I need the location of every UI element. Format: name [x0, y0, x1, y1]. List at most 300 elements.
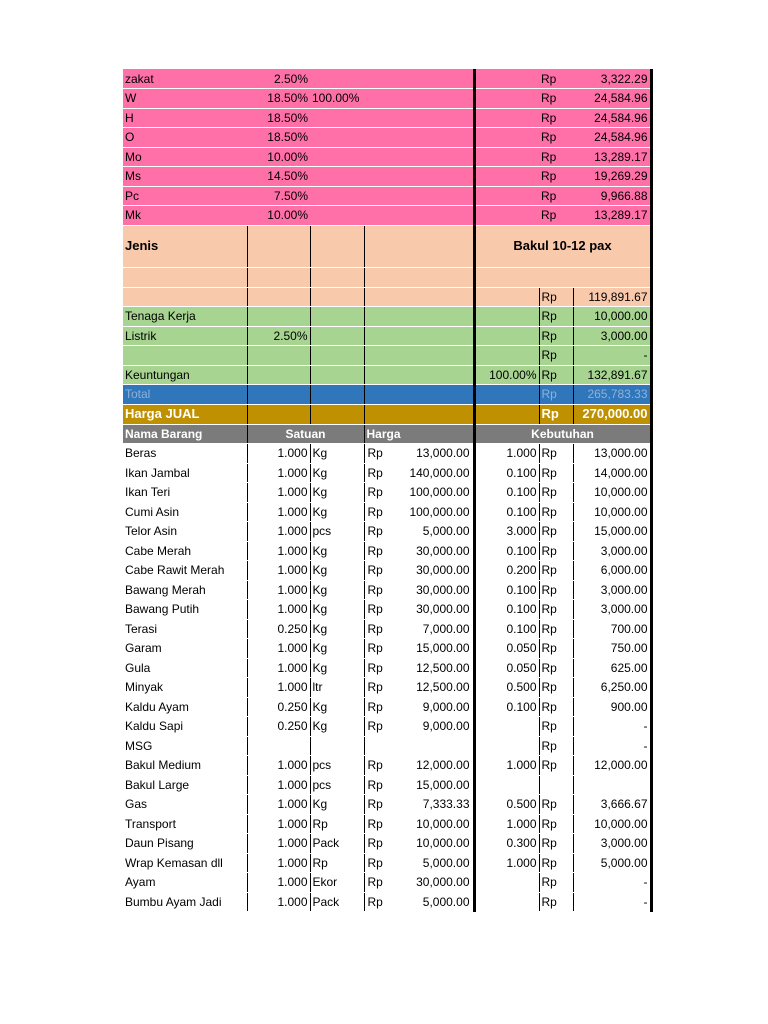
- item-need-cell[interactable]: [474, 717, 539, 737]
- item-need-cell[interactable]: 1.000: [474, 444, 539, 464]
- item-cost-cell[interactable]: 6,000.00: [573, 561, 651, 581]
- item-cost-rp-cell[interactable]: Rp: [539, 502, 573, 522]
- item-qty-cell[interactable]: 1.000: [247, 502, 310, 522]
- percent-label-cell[interactable]: O: [123, 128, 247, 148]
- item-unit-cell[interactable]: Kg: [310, 795, 364, 815]
- item-qty-cell[interactable]: 1.000: [247, 892, 310, 912]
- item-need-cell[interactable]: 1.000: [474, 814, 539, 834]
- component-blank-cell[interactable]: [364, 326, 474, 346]
- item-row: [123, 600, 651, 620]
- harga-jual-rp-cell[interactable]: Rp: [539, 404, 573, 424]
- item-name-cell[interactable]: Bakul Large: [123, 775, 247, 795]
- item-cost-cell[interactable]: 5,000.00: [573, 853, 651, 873]
- percent-rp-cell[interactable]: Rp: [539, 89, 573, 109]
- component-pct-cell[interactable]: [247, 365, 310, 385]
- item-qty-cell[interactable]: 1.000: [247, 873, 310, 893]
- item-price-rp: Rp: [367, 543, 383, 558]
- component-extra-cell[interactable]: [474, 307, 539, 327]
- peach-blank-cell[interactable]: [310, 287, 364, 307]
- item-unit-cell[interactable]: Rp: [310, 814, 364, 834]
- header-harga-cell[interactable]: Harga: [364, 424, 474, 444]
- item-cost-cell[interactable]: -: [573, 892, 651, 912]
- item-need-cell[interactable]: 0.300: [474, 834, 539, 854]
- item-unit-cell[interactable]: pcs: [310, 756, 364, 776]
- component-pct-cell[interactable]: [247, 307, 310, 327]
- item-name-cell[interactable]: Cabe Rawit Merah: [123, 561, 247, 581]
- item-cost-rp-cell[interactable]: Rp: [539, 444, 573, 464]
- item-name-cell[interactable]: Bumbu Ayam Jadi: [123, 892, 247, 912]
- component-label-cell[interactable]: Keuntungan: [123, 365, 247, 385]
- peach-blank-cell[interactable]: [123, 267, 247, 287]
- item-name-cell[interactable]: Kaldu Sapi: [123, 717, 247, 737]
- total-label-cell[interactable]: Total: [123, 385, 247, 405]
- item-cost-rp-cell[interactable]: Rp: [539, 619, 573, 639]
- item-cost-cell[interactable]: 13,000.00: [573, 444, 651, 464]
- percent-blank-cell[interactable]: [474, 108, 539, 128]
- item-unit-cell[interactable]: Kg: [310, 561, 364, 581]
- item-unit-cell[interactable]: Kg: [310, 600, 364, 620]
- component-label-cell[interactable]: [123, 346, 247, 366]
- item-cost-rp-cell[interactable]: Rp: [539, 678, 573, 698]
- item-qty-cell[interactable]: 1.000: [247, 522, 310, 542]
- item-price-cell[interactable]: [364, 892, 474, 912]
- item-price-cell[interactable]: [364, 541, 474, 561]
- item-cost-rp-cell[interactable]: Rp: [539, 873, 573, 893]
- harga-jual-amount-cell[interactable]: 270,000.00: [573, 404, 651, 424]
- item-cost-rp-cell[interactable]: Rp: [539, 541, 573, 561]
- item-qty-cell[interactable]: 0.250: [247, 619, 310, 639]
- item-need-cell[interactable]: [474, 873, 539, 893]
- item-unit-cell[interactable]: Kg: [310, 697, 364, 717]
- percent-value-cell[interactable]: 18.50%: [247, 108, 310, 128]
- item-row: [123, 873, 651, 893]
- component-extra-cell[interactable]: 100.00%: [474, 365, 539, 385]
- header-nama-cell[interactable]: Nama Barang: [123, 424, 247, 444]
- item-cost-rp-cell[interactable]: Rp: [539, 892, 573, 912]
- item-name-cell[interactable]: Terasi: [123, 619, 247, 639]
- percent-extra-cell[interactable]: 100.00%: [310, 89, 474, 109]
- percent-amount-cell[interactable]: 19,269.29: [573, 167, 651, 187]
- item-need-cell[interactable]: 3.000: [474, 522, 539, 542]
- percent-extra-cell[interactable]: [310, 167, 474, 187]
- item-need-cell[interactable]: 0.100: [474, 619, 539, 639]
- item-cost-rp-cell[interactable]: Rp: [539, 522, 573, 542]
- component-label-cell[interactable]: Listrik: [123, 326, 247, 346]
- item-row: [123, 717, 651, 737]
- item-need-cell[interactable]: 0.100: [474, 502, 539, 522]
- component-blank-cell[interactable]: [364, 365, 474, 385]
- item-need-cell[interactable]: [474, 892, 539, 912]
- item-qty-cell[interactable]: 1.000: [247, 853, 310, 873]
- item-name-cell[interactable]: Ayam: [123, 873, 247, 893]
- component-rp-cell[interactable]: Rp: [539, 346, 573, 366]
- item-row: [123, 639, 651, 659]
- item-unit-cell[interactable]: Kg: [310, 580, 364, 600]
- item-need-cell[interactable]: 0.050: [474, 639, 539, 659]
- item-cost-cell[interactable]: 900.00: [573, 697, 651, 717]
- item-price-cell[interactable]: [364, 658, 474, 678]
- component-blank-cell[interactable]: [310, 307, 364, 327]
- peach-blank-cell[interactable]: [247, 267, 310, 287]
- component-blank-cell[interactable]: [364, 346, 474, 366]
- component-blank-cell[interactable]: [310, 365, 364, 385]
- item-cost-rp-cell[interactable]: Rp: [539, 658, 573, 678]
- item-cost-rp-cell[interactable]: Rp: [539, 795, 573, 815]
- percent-extra-cell[interactable]: [310, 69, 474, 89]
- item-price-value: 7,000.00: [422, 621, 470, 636]
- peach-blank-cell[interactable]: [474, 267, 651, 287]
- item-cost-cell[interactable]: 750.00: [573, 639, 651, 659]
- item-need-cell[interactable]: 0.200: [474, 561, 539, 581]
- total-blank-cell[interactable]: [364, 385, 474, 405]
- total-blank-cell[interactable]: [474, 385, 539, 405]
- percent-amount-cell[interactable]: 24,584.96: [573, 89, 651, 109]
- item-price-cell[interactable]: [364, 873, 474, 893]
- item-price-cell[interactable]: [364, 795, 474, 815]
- percent-amount-cell[interactable]: 24,584.96: [573, 108, 651, 128]
- item-qty-cell[interactable]: [247, 736, 310, 756]
- percent-label-cell[interactable]: zakat: [123, 69, 247, 89]
- percent-row: [123, 69, 651, 89]
- total-rp-cell[interactable]: Rp: [539, 385, 573, 405]
- item-unit-cell[interactable]: Pack: [310, 834, 364, 854]
- item-unit-cell[interactable]: pcs: [310, 775, 364, 795]
- item-price-cell[interactable]: [364, 463, 474, 483]
- percent-rp-cell[interactable]: Rp: [539, 69, 573, 89]
- item-price-cell[interactable]: [364, 697, 474, 717]
- item-cost-cell[interactable]: 700.00: [573, 619, 651, 639]
- item-need-cell[interactable]: 0.100: [474, 463, 539, 483]
- item-need-cell[interactable]: 0.100: [474, 483, 539, 503]
- item-name-cell[interactable]: Garam: [123, 639, 247, 659]
- item-name-cell[interactable]: Bawang Putih: [123, 600, 247, 620]
- component-extra-cell[interactable]: [474, 346, 539, 366]
- item-price-value: 9,000.00: [422, 699, 470, 714]
- item-need-cell[interactable]: 0.100: [474, 580, 539, 600]
- item-row: [123, 580, 651, 600]
- component-label-cell[interactable]: Tenaga Kerja: [123, 307, 247, 327]
- item-need-cell[interactable]: 0.050: [474, 658, 539, 678]
- item-name-cell[interactable]: Gas: [123, 795, 247, 815]
- item-price-cell[interactable]: [364, 561, 474, 581]
- item-cost-cell[interactable]: 3,000.00: [573, 541, 651, 561]
- item-name-cell[interactable]: Bakul Medium: [123, 756, 247, 776]
- item-unit-cell[interactable]: Kg: [310, 619, 364, 639]
- item-cost-cell[interactable]: 3,000.00: [573, 580, 651, 600]
- item-price-value: 10,000.00: [416, 816, 470, 831]
- item-price-cell[interactable]: [364, 522, 474, 542]
- item-price-cell[interactable]: [364, 853, 474, 873]
- percent-rp-cell[interactable]: Rp: [539, 167, 573, 187]
- item-cost-rp-cell[interactable]: Rp: [539, 717, 573, 737]
- item-price-rp: Rp: [367, 699, 383, 714]
- item-unit-cell[interactable]: Kg: [310, 717, 364, 737]
- peach-blank-cell[interactable]: [310, 267, 364, 287]
- item-qty-cell[interactable]: 1.000: [247, 756, 310, 776]
- item-price-cell[interactable]: [364, 580, 474, 600]
- percent-blank-cell[interactable]: [474, 89, 539, 109]
- harga-jual-blank-cell[interactable]: [364, 404, 474, 424]
- item-unit-cell[interactable]: Kg: [310, 541, 364, 561]
- item-qty-cell[interactable]: 1.000: [247, 678, 310, 698]
- item-price-value: 5,000.00: [422, 855, 470, 870]
- subtotal-rp-cell[interactable]: Rp: [539, 287, 573, 307]
- percent-amount-cell[interactable]: 13,289.17: [573, 206, 651, 226]
- percent-blank-cell[interactable]: [474, 206, 539, 226]
- item-unit-cell[interactable]: Rp: [310, 853, 364, 873]
- peach-blank-cell[interactable]: [247, 287, 310, 307]
- item-name-cell[interactable]: Gula: [123, 658, 247, 678]
- item-name-cell[interactable]: Telor Asin: [123, 522, 247, 542]
- item-qty-cell[interactable]: 1.000: [247, 444, 310, 464]
- item-cost-cell[interactable]: 14,000.00: [573, 463, 651, 483]
- item-cost-cell[interactable]: 625.00: [573, 658, 651, 678]
- percent-value-cell[interactable]: 14.50%: [247, 167, 310, 187]
- item-name-cell[interactable]: Transport: [123, 814, 247, 834]
- percent-value-cell[interactable]: 7.50%: [247, 186, 310, 206]
- percent-label-cell[interactable]: Mk: [123, 206, 247, 226]
- component-blank-cell[interactable]: [310, 346, 364, 366]
- item-cost-cell[interactable]: 6,250.00: [573, 678, 651, 698]
- percent-label-cell[interactable]: Ms: [123, 167, 247, 187]
- item-price-cell[interactable]: [364, 678, 474, 698]
- item-cost-rp-cell[interactable]: [539, 775, 573, 795]
- percent-blank-cell[interactable]: [474, 167, 539, 187]
- component-blank-cell[interactable]: [310, 326, 364, 346]
- item-price-cell[interactable]: [364, 600, 474, 620]
- item-name-cell[interactable]: Daun Pisang: [123, 834, 247, 854]
- item-unit-cell[interactable]: Kg: [310, 502, 364, 522]
- item-unit-cell[interactable]: Kg: [310, 483, 364, 503]
- item-cost-rp-cell[interactable]: Rp: [539, 697, 573, 717]
- percent-value-cell[interactable]: 10.00%: [247, 206, 310, 226]
- item-name-cell[interactable]: Ikan Jambal: [123, 463, 247, 483]
- percent-amount-cell[interactable]: 3,322.29: [573, 69, 651, 89]
- total-amount-cell[interactable]: 265,783.33: [573, 385, 651, 405]
- item-qty-cell[interactable]: 1.000: [247, 658, 310, 678]
- percent-extra-cell[interactable]: [310, 147, 474, 167]
- item-qty-cell[interactable]: 0.250: [247, 717, 310, 737]
- item-cost-rp-cell[interactable]: Rp: [539, 814, 573, 834]
- peach-blank-cell[interactable]: [310, 225, 364, 267]
- item-cost-rp-cell[interactable]: Rp: [539, 834, 573, 854]
- header-satuan-cell[interactable]: Satuan: [247, 424, 364, 444]
- item-name-cell[interactable]: Beras: [123, 444, 247, 464]
- component-rp-cell[interactable]: Rp: [539, 307, 573, 327]
- item-qty-cell[interactable]: 1.000: [247, 561, 310, 581]
- item-price-cell[interactable]: [364, 483, 474, 503]
- item-qty-cell[interactable]: 1.000: [247, 483, 310, 503]
- item-qty-cell[interactable]: 1.000: [247, 463, 310, 483]
- item-price-cell[interactable]: [364, 756, 474, 776]
- item-cost-cell[interactable]: 10,000.00: [573, 502, 651, 522]
- item-cost-cell[interactable]: [573, 775, 651, 795]
- item-qty-cell[interactable]: 1.000: [247, 834, 310, 854]
- component-pct-cell[interactable]: 2.50%: [247, 326, 310, 346]
- item-name-cell[interactable]: Cumi Asin: [123, 502, 247, 522]
- component-amount-cell[interactable]: -: [573, 346, 651, 366]
- percent-rp-cell[interactable]: Rp: [539, 128, 573, 148]
- item-name-cell[interactable]: Ikan Teri: [123, 483, 247, 503]
- item-cost-cell[interactable]: -: [573, 873, 651, 893]
- item-qty-cell[interactable]: 1.000: [247, 639, 310, 659]
- percent-blank-cell[interactable]: [474, 147, 539, 167]
- harga-jual-label-cell[interactable]: Harga JUAL: [123, 404, 247, 424]
- item-price-cell[interactable]: [364, 736, 474, 756]
- cost-component-row: [123, 307, 651, 327]
- peach-blank-cell[interactable]: [123, 287, 247, 307]
- item-cost-cell[interactable]: 12,000.00: [573, 756, 651, 776]
- item-qty-cell[interactable]: 1.000: [247, 541, 310, 561]
- item-unit-cell[interactable]: [310, 736, 364, 756]
- item-cost-rp-cell[interactable]: Rp: [539, 756, 573, 776]
- item-unit-cell[interactable]: Ekor: [310, 873, 364, 893]
- item-need-cell[interactable]: 0.100: [474, 541, 539, 561]
- percent-blank-cell[interactable]: [474, 69, 539, 89]
- percent-rp-cell[interactable]: Rp: [539, 108, 573, 128]
- item-cost-cell[interactable]: 10,000.00: [573, 814, 651, 834]
- item-qty-cell[interactable]: 1.000: [247, 580, 310, 600]
- component-pct-cell[interactable]: [247, 346, 310, 366]
- peach-blank-cell[interactable]: [247, 225, 310, 267]
- item-cost-cell[interactable]: 3,000.00: [573, 600, 651, 620]
- item-unit-cell[interactable]: pcs: [310, 522, 364, 542]
- item-unit-cell[interactable]: Kg: [310, 463, 364, 483]
- item-cost-rp-cell[interactable]: Rp: [539, 483, 573, 503]
- item-qty-cell[interactable]: 1.000: [247, 600, 310, 620]
- item-price-value: 12,500.00: [416, 680, 470, 695]
- percent-rp-cell[interactable]: Rp: [539, 186, 573, 206]
- item-qty-cell[interactable]: 1.000: [247, 814, 310, 834]
- component-rp-cell[interactable]: Rp: [539, 326, 573, 346]
- item-price-value: 15,000.00: [416, 641, 470, 656]
- percent-value-cell[interactable]: 18.50%: [247, 128, 310, 148]
- item-unit-cell[interactable]: ltr: [310, 678, 364, 698]
- harga-jual-blank-cell[interactable]: [474, 404, 539, 424]
- percent-value-cell[interactable]: 18.50%: [247, 89, 310, 109]
- subtotal-amount-cell[interactable]: 119,891.67: [573, 287, 651, 307]
- item-cost-cell[interactable]: 3,666.67: [573, 795, 651, 815]
- item-qty-cell[interactable]: 1.000: [247, 775, 310, 795]
- item-price-cell[interactable]: [364, 619, 474, 639]
- jenis-title-cell[interactable]: Bakul 10-12 pax: [474, 225, 651, 267]
- item-cost-rp-cell[interactable]: Rp: [539, 736, 573, 756]
- item-need-cell[interactable]: 0.100: [474, 697, 539, 717]
- item-price-cell[interactable]: [364, 717, 474, 737]
- total-blank-cell[interactable]: [247, 385, 310, 405]
- item-cost-cell[interactable]: 3,000.00: [573, 834, 651, 854]
- item-price-value: 5,000.00: [422, 894, 470, 909]
- percent-extra-cell[interactable]: [310, 186, 474, 206]
- item-cost-cell[interactable]: -: [573, 736, 651, 756]
- peach-blank-cell[interactable]: [474, 287, 539, 307]
- percent-label-cell[interactable]: Mo: [123, 147, 247, 167]
- percent-extra-cell[interactable]: [310, 108, 474, 128]
- item-name-cell[interactable]: Wrap Kemasan dll: [123, 853, 247, 873]
- percent-value-cell[interactable]: 2.50%: [247, 69, 310, 89]
- percent-label-cell[interactable]: H: [123, 108, 247, 128]
- item-cost-rp-cell[interactable]: Rp: [539, 561, 573, 581]
- percent-extra-cell[interactable]: [310, 206, 474, 226]
- component-amount-cell[interactable]: 3,000.00: [573, 326, 651, 346]
- peach-blank-cell[interactable]: [364, 267, 474, 287]
- percent-amount-cell[interactable]: 13,289.17: [573, 147, 651, 167]
- percent-extra-cell[interactable]: [310, 128, 474, 148]
- item-cost-cell[interactable]: 15,000.00: [573, 522, 651, 542]
- item-need-cell[interactable]: 0.500: [474, 795, 539, 815]
- harga-jual-blank-cell[interactable]: [247, 404, 310, 424]
- item-need-cell[interactable]: 1.000: [474, 853, 539, 873]
- percent-label-cell[interactable]: Pc: [123, 186, 247, 206]
- item-name-cell[interactable]: Bawang Merah: [123, 580, 247, 600]
- item-name-cell[interactable]: Kaldu Ayam: [123, 697, 247, 717]
- item-price-rp: Rp: [367, 524, 383, 539]
- item-price-rp: Rp: [367, 563, 383, 578]
- percent-blank-cell[interactable]: [474, 128, 539, 148]
- item-price-cell[interactable]: [364, 775, 474, 795]
- item-price-cell[interactable]: [364, 814, 474, 834]
- total-blank-cell[interactable]: [310, 385, 364, 405]
- item-price-value: 140,000.00: [409, 465, 470, 480]
- percent-rp-cell[interactable]: Rp: [539, 147, 573, 167]
- item-cost-rp-cell[interactable]: Rp: [539, 600, 573, 620]
- item-name-cell[interactable]: Minyak: [123, 678, 247, 698]
- item-price-cell[interactable]: [364, 834, 474, 854]
- percent-value-cell[interactable]: 10.00%: [247, 147, 310, 167]
- item-need-cell[interactable]: [474, 736, 539, 756]
- item-need-cell[interactable]: 1.000: [474, 756, 539, 776]
- component-amount-cell[interactable]: 10,000.00: [573, 307, 651, 327]
- component-amount-cell[interactable]: 132,891.67: [573, 365, 651, 385]
- item-cost-rp-cell[interactable]: Rp: [539, 853, 573, 873]
- item-cost-rp-cell[interactable]: Rp: [539, 639, 573, 659]
- item-qty-cell[interactable]: 1.000: [247, 795, 310, 815]
- item-price-cell[interactable]: [364, 444, 474, 464]
- item-name-cell[interactable]: Cabe Merah: [123, 541, 247, 561]
- peach-blank-cell[interactable]: [364, 287, 474, 307]
- item-cost-cell[interactable]: -: [573, 717, 651, 737]
- peach-subtotal-row: [123, 287, 651, 307]
- peach-blank-cell[interactable]: [364, 225, 474, 267]
- percent-blank-cell[interactable]: [474, 186, 539, 206]
- item-cost-cell[interactable]: 10,000.00: [573, 483, 651, 503]
- component-extra-cell[interactable]: [474, 326, 539, 346]
- header-kebutuhan-cell[interactable]: Kebutuhan: [474, 424, 651, 444]
- item-price-rp: Rp: [367, 680, 383, 695]
- component-blank-cell[interactable]: [364, 307, 474, 327]
- item-need-cell[interactable]: 0.500: [474, 678, 539, 698]
- percent-amount-cell[interactable]: 9,966.88: [573, 186, 651, 206]
- item-unit-cell[interactable]: Pack: [310, 892, 364, 912]
- percent-label-cell[interactable]: W: [123, 89, 247, 109]
- item-unit-cell[interactable]: Kg: [310, 444, 364, 464]
- item-price-cell[interactable]: [364, 502, 474, 522]
- item-cost-rp-cell[interactable]: Rp: [539, 463, 573, 483]
- harga-jual-blank-cell[interactable]: [310, 404, 364, 424]
- item-need-cell[interactable]: 0.100: [474, 600, 539, 620]
- component-rp-cell[interactable]: Rp: [539, 365, 573, 385]
- item-price-cell[interactable]: [364, 639, 474, 659]
- jenis-label-cell[interactable]: Jenis: [123, 225, 247, 267]
- item-unit-cell[interactable]: Kg: [310, 639, 364, 659]
- item-unit-cell[interactable]: Kg: [310, 658, 364, 678]
- item-need-cell[interactable]: [474, 775, 539, 795]
- percent-amount-cell[interactable]: 24,584.96: [573, 128, 651, 148]
- percent-rp-cell[interactable]: Rp: [539, 206, 573, 226]
- item-qty-cell[interactable]: 0.250: [247, 697, 310, 717]
- item-name-cell[interactable]: MSG: [123, 736, 247, 756]
- item-cost-rp-cell[interactable]: Rp: [539, 580, 573, 600]
